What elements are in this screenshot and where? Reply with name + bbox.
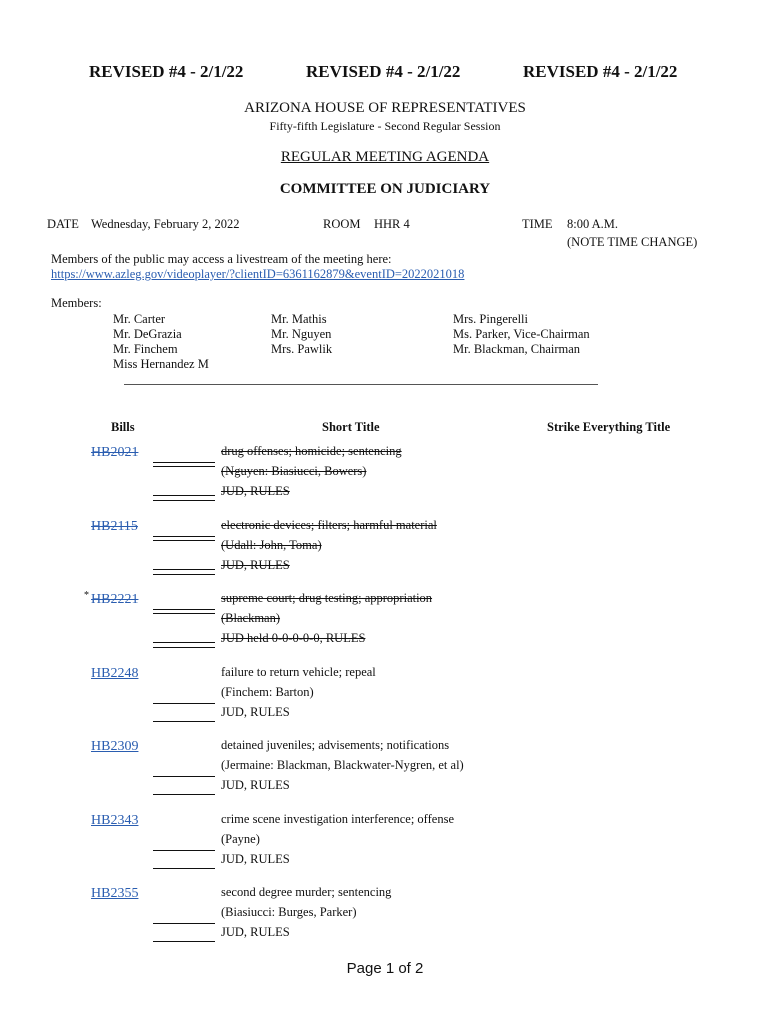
- date-label: DATE: [47, 217, 79, 231]
- time-change-note: (NOTE TIME CHANGE): [567, 235, 698, 249]
- action-line: [153, 466, 215, 467]
- bill-committees: JUD, RULES: [221, 704, 290, 719]
- bill-marker: *: [84, 590, 89, 601]
- section-divider: [124, 384, 598, 385]
- bill-sponsors: (Blackman): [221, 611, 281, 625]
- member: Mr. Nguyen: [271, 327, 332, 341]
- bill-sponsors: (Biasiucci: Burges, Parker): [221, 905, 357, 919]
- livestream-link[interactable]: https://www.azleg.gov/videoplayer/?clientID=6361162879&eventID=2022021018: [51, 267, 465, 281]
- bill-short-title: second degree murder; sentencing: [221, 885, 392, 899]
- bill-sponsors: (Finchem: Barton): [221, 684, 314, 699]
- bill-committees: JUD, RULES: [221, 778, 290, 792]
- bill-sponsors: (Nguyen: Biasiucci, Bowers): [221, 464, 367, 478]
- revised-notice-left: REVISED #4 - 2/1/22: [89, 62, 244, 81]
- bill-number-link[interactable]: HB2115: [91, 518, 138, 534]
- bill-number-link[interactable]: HB2355: [91, 886, 139, 901]
- action-line: [153, 703, 215, 704]
- bill-committees: JUD, RULES: [221, 484, 290, 498]
- action-line: [153, 794, 215, 795]
- bill-committees: JUD held 0-0-0-0-0, RULES: [221, 631, 366, 645]
- action-line: [153, 540, 215, 541]
- action-line: [153, 850, 215, 851]
- action-line: [153, 613, 215, 614]
- bill-committees: JUD, RULES: [221, 925, 290, 939]
- action-line: [153, 868, 215, 869]
- bill-short-title: detained juveniles; advisements; notifications: [221, 738, 450, 752]
- member: Ms. Parker, Vice-Chairman: [453, 327, 590, 341]
- member: Mr. Mathis: [271, 312, 327, 326]
- member: Mr. DeGrazia: [113, 327, 182, 341]
- bill-number-link[interactable]: HB2021: [91, 445, 139, 460]
- bills-column-header: Bills: [111, 420, 135, 434]
- bill-committees: JUD, RULES: [221, 557, 290, 572]
- action-line: [153, 721, 215, 722]
- meeting-room: HHR 4: [374, 217, 410, 231]
- bill-short-title: drug offenses; homicide; sentencing: [221, 444, 402, 458]
- members-column-3: [453, 312, 590, 357]
- revised-notice-right: REVISED #4 - 2/1/22: [523, 62, 678, 81]
- time-label: TIME: [522, 217, 553, 231]
- agenda-title: REGULAR MEETING AGENDA: [280, 149, 490, 165]
- committee-title: COMMITTEE ON JUDICIARY: [279, 181, 491, 197]
- legislative-body: ARIZONA HOUSE OF REPRESENTATIVES: [244, 100, 526, 116]
- page-number: Page 1 of 2: [346, 960, 424, 977]
- short-title-column-header: Short Title: [322, 420, 380, 434]
- action-line: [153, 569, 215, 570]
- action-line: [153, 776, 215, 777]
- member: Miss Hernandez M: [113, 357, 209, 371]
- bill-number-link[interactable]: HB2343: [91, 812, 139, 828]
- action-line: [153, 495, 215, 496]
- action-line: [153, 536, 215, 537]
- bill-short-title: electronic devices; filters; harmful material: [221, 517, 437, 532]
- members-label: Members:: [51, 296, 102, 310]
- member: Mr. Carter: [113, 312, 166, 326]
- bill-short-title: failure to return vehicle; repeal: [221, 664, 376, 679]
- member: Mrs. Pawlik: [271, 342, 333, 356]
- member: Mrs. Pingerelli: [453, 312, 528, 326]
- action-line: [153, 574, 215, 575]
- action-line: [153, 500, 215, 501]
- member: Mr. Finchem: [113, 342, 178, 356]
- members-column-2: [271, 312, 332, 357]
- action-line: [153, 642, 215, 643]
- strike-everything-column-header: Strike Everything Title: [547, 420, 671, 434]
- bill-number-link[interactable]: HB2248: [91, 665, 139, 681]
- bill-sponsors: (Payne): [221, 831, 260, 846]
- member: Mr. Blackman, Chairman: [453, 342, 581, 356]
- bill-number-link[interactable]: HB2309: [91, 739, 139, 754]
- session-title: Fifty-fifth Legislature - Second Regular Session: [269, 119, 501, 133]
- action-line: [153, 609, 215, 610]
- bill-short-title: supreme court; drug testing; appropriation: [221, 591, 433, 605]
- action-line: [153, 462, 215, 463]
- bill-committees: JUD, RULES: [221, 851, 290, 866]
- bill-short-title: crime scene investigation interference; offense: [221, 811, 454, 826]
- action-line: [153, 941, 215, 942]
- revised-notice-center: REVISED #4 - 2/1/22: [306, 62, 461, 81]
- bill-sponsors: (Jermaine: Blackman, Blackwater-Nygren, et al): [221, 758, 464, 772]
- meeting-date: Wednesday, February 2, 2022: [91, 217, 240, 231]
- livestream-text: Members of the public may access a livestream of the meeting here:: [51, 252, 392, 266]
- bill-number-link[interactable]: HB2221: [91, 592, 139, 607]
- bill-sponsors: (Udall: John, Toma): [221, 537, 322, 552]
- members-column-1: [113, 312, 209, 372]
- action-line: [153, 647, 215, 648]
- room-label: ROOM: [323, 217, 361, 231]
- action-line: [153, 923, 215, 924]
- meeting-time: 8:00 A.M.: [567, 217, 619, 231]
